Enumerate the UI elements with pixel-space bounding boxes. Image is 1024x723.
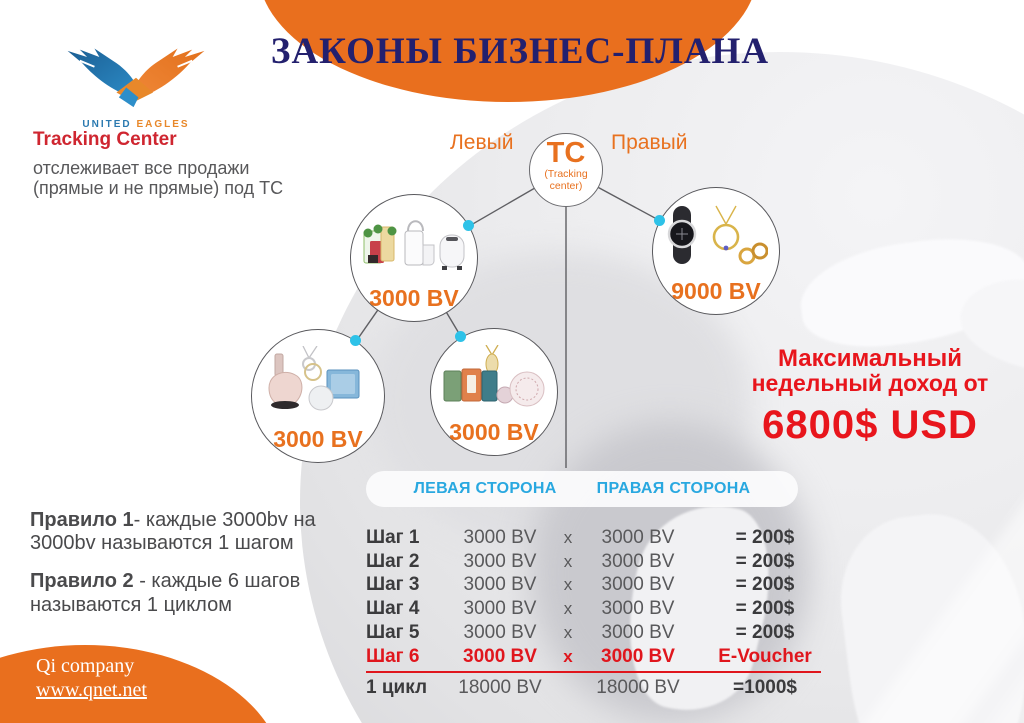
right-bv: 3000 BV [601,574,675,596]
product-node-left [350,194,478,322]
table-row-total [366,676,836,700]
table-row [366,550,836,574]
rule-1 [30,509,364,555]
connector-dot [350,335,361,346]
left-bv: 3000 BV [463,574,537,596]
row-result: = 200$ [735,574,795,596]
product-node-bottom-mid [430,328,558,456]
row-result: = 200$ [735,598,795,620]
left-bv: 3000 BV [463,526,537,548]
page-title: ЗАКОНЫ БИЗНЕС-ПЛАНА [270,31,770,72]
step-label: Шаг 4 [366,598,420,620]
tracking-center-line2: (прямые и не прямые) под ТС [33,178,284,199]
table-row [366,621,836,645]
products-homecare-icon [362,211,466,273]
bv-label: 3000 BV [273,426,363,452]
right-bv: 3000 BV [601,598,675,620]
income-amount: 6800$ USD [762,403,978,448]
left-bv-total: 18000 BV [458,677,542,699]
multiply-sign: x [563,646,573,666]
rule-1-title: Правило 1 [30,509,134,531]
table-header [366,471,798,507]
income-line1: Максимальный [778,345,962,372]
row-result: E-Voucher [718,645,812,667]
row-result: = 200$ [735,550,795,572]
product-node-bottom-left [251,329,385,463]
connector-dot [654,215,665,226]
connector-dot [455,331,466,342]
products-perfume-icon [263,346,373,416]
connector-dot [463,220,474,231]
left-bv: 3000 BV [463,622,537,644]
steps-table [366,526,836,700]
footer-company: Qi company [36,655,135,677]
footer-url[interactable]: www.qnet.net [36,678,147,701]
left-bv: 3000 BV [463,550,537,572]
tracking-center-line1: отслеживает все продажи [33,158,250,178]
products-wellness-icon [442,345,546,411]
rule-1-text: - каждые 3000bv на 3000bv называются 1 шагом [30,509,316,555]
row-result: = 200$ [735,622,795,644]
step-label: Шаг 2 [366,550,420,572]
tracking-center-node [529,133,603,207]
bv-label: 3000 BV [449,419,539,445]
row-result: = 200$ [735,526,795,548]
table-row-step6 [366,645,836,669]
right-side-label: Правый [611,131,688,154]
red-divider [366,671,821,674]
tc-abbr: ТС [546,137,586,169]
right-bv: 3000 BV [601,550,675,572]
step-label: Шаг 3 [366,574,420,596]
tc-sub-line2: center) [549,179,583,192]
rule-2 [30,570,364,616]
bv-label: 3000 BV [369,285,459,311]
total-result: =1000$ [733,677,797,699]
right-bv: 3000 BV [601,622,675,644]
max-income-block [722,346,1018,448]
multiply-sign: x [563,599,573,619]
logo-word-united: UNITED [82,119,132,130]
footer-block [36,655,147,702]
income-line2: недельный доход от [751,370,989,397]
right-bv: 3000 BV [601,526,675,548]
left-side-label: Левый [450,131,514,154]
multiply-sign: x [563,623,573,643]
left-bv: 3000 BV [463,598,537,620]
table-row [366,526,836,550]
products-luxury-icon [664,204,768,268]
logo-word-eagles: EAGLES [136,119,190,130]
multiply-sign: x [563,551,573,571]
rule-2-title: Правило 2 [30,570,134,593]
cycle-label: 1 цикл [366,677,428,699]
bv-label: 9000 BV [671,278,761,304]
table-header-left: ЛЕВАЯ СТОРОНА [413,480,557,497]
step-label: Шаг 1 [366,526,420,548]
tc-sub [530,169,602,193]
table-row [366,574,836,598]
rules-block [30,509,364,632]
table-row [366,597,836,621]
left-bv: 3000 BV [463,645,537,667]
tracking-center-heading: Tracking Center [33,129,177,150]
step-label: Шаг 5 [366,622,420,644]
multiply-sign: x [563,527,573,547]
rule-2-text: - каждые 6 шагов называются 1 циклом [30,570,301,616]
right-bv: 3000 BV [601,645,675,667]
step-label: Шаг 6 [366,645,420,667]
right-bv-total: 18000 BV [596,677,680,699]
product-node-right [652,187,780,315]
table-header-right: ПРАВАЯ СТОРОНА [596,480,751,497]
multiply-sign: x [563,575,573,595]
tc-sub-line1: (Tracking [544,168,588,180]
